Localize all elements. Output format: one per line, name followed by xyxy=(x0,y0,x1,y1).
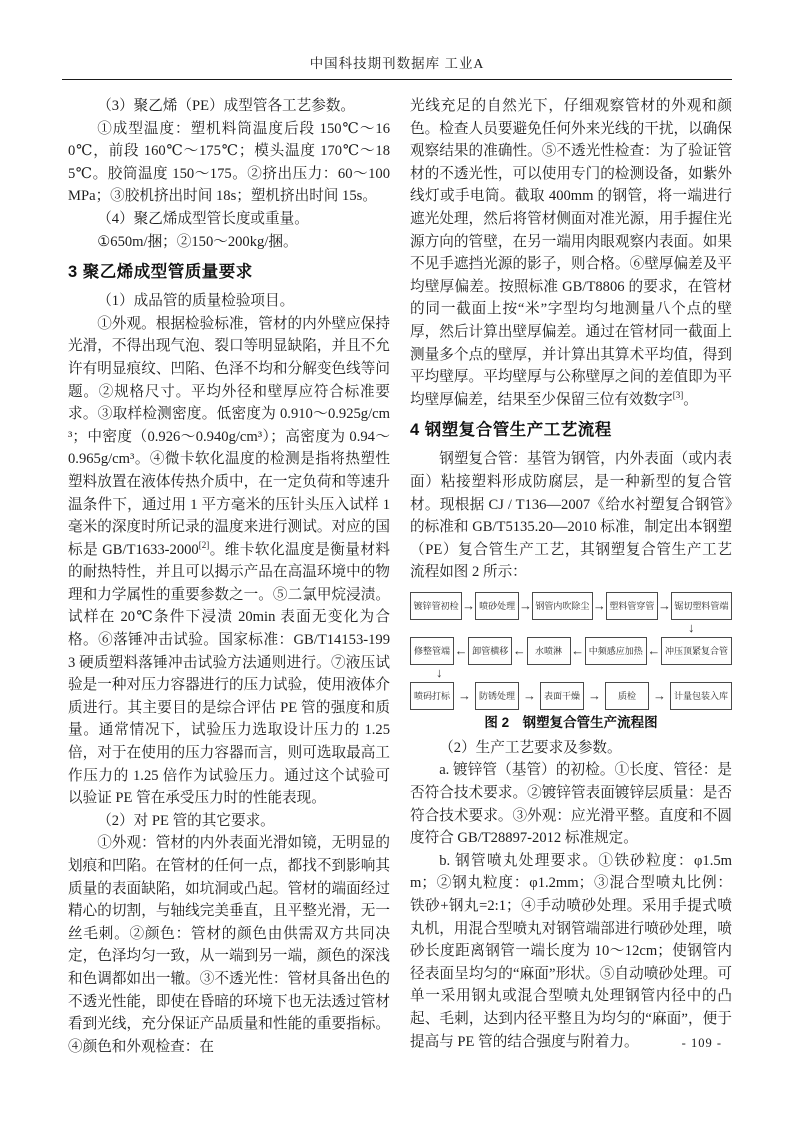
arrow-left-icon: ← xyxy=(571,643,585,659)
text-run: （4）聚乙烯成型管长度或重量。 xyxy=(97,210,309,227)
text-run: ①外观。根据检验标准，管材的内外壁应保持光滑，不得出现气泡、裂口等明显缺陷，并且不允许有明显痕纹、凹陷、色泽不均和分解变色线等问题。②规格尺寸。平均外径和壁厚应符合标准要求。③取样检测密度。低密度为 0.910～0.925g/cm³；中密度（0.926～0.940g/cm³）；高密度为 0.94～0.965g/cm³。④微卡软化温度的检测是指将热塑性塑料放置在液体传热介质中，在一定负荷和等速升温条件下，通过用 1 平方毫米的压针头压入试样 1 毫米的深度时所记录的温度来进行测试。对应的国标是 GB/T1633-2000 xyxy=(68,315,390,558)
paragraph xyxy=(410,95,732,411)
arrow-right-icon: → xyxy=(518,598,532,614)
flowchart-step: 表面干燥 xyxy=(540,682,584,710)
arrow-right-icon: → xyxy=(588,688,601,704)
flowchart-step: 塑料管穿管 xyxy=(606,592,658,620)
page-number: - 109 - xyxy=(681,1036,722,1050)
flowchart-step: 钢管内吹除尘 xyxy=(532,592,593,620)
flowchart-connector xyxy=(410,620,732,637)
paragraph xyxy=(68,208,390,231)
paragraph xyxy=(68,313,390,810)
flowchart-step: 喷砂处理 xyxy=(475,592,519,620)
flowchart-step: 冲压顶紧复合管 xyxy=(661,637,732,665)
page-content xyxy=(68,95,732,1058)
paragraph xyxy=(68,290,390,313)
right-column xyxy=(410,95,732,1058)
arrow-right-icon: → xyxy=(458,688,471,704)
text-run: 钢塑复合管：基管为钢管，内外表面（或内表面）粘接塑料形成防腐层，是一种新型的复合管材。现根据 CJ / T136—2007《给水衬塑复合钢管》的标准和 GB/T5135.20—2010 标准，制定出本钢塑（PE）复合管生产工艺，其钢塑复合管生产工艺流程如图 2 所示： xyxy=(410,451,732,581)
flowchart-connector xyxy=(410,665,732,682)
section-heading: 3 聚乙烯成型管质量要求 xyxy=(68,263,253,282)
paragraph xyxy=(68,118,390,208)
arrow-down-icon: ↓ xyxy=(688,619,695,635)
journal-title: 中国科技期刊数据库 工业A xyxy=(309,56,485,71)
flowchart-step: 喷码打标 xyxy=(410,682,454,710)
arrow-down-icon: ↓ xyxy=(436,664,443,680)
text-run: ①成型温度：塑机料筒温度后段 150℃～160℃，前段 160℃～175℃；模头温度 170℃～185℃。胶筒温度 150～175。②挤出压力：60～100MPa；③胶机挤出时间 18s；塑机挤出时间 15s。 xyxy=(68,120,390,205)
flowchart-row xyxy=(410,592,732,620)
arrow-right-icon: → xyxy=(657,598,671,614)
left-column xyxy=(68,95,390,1058)
arrow-left-icon: ← xyxy=(647,643,661,659)
paragraph xyxy=(68,832,390,1058)
figure-caption: 图 2 钢塑复合管生产流程图 xyxy=(484,714,658,730)
flowchart-step: 水喷淋 xyxy=(527,637,571,665)
text-run: ①外观：管材的内外表面光滑如镜，无明显的划痕和凹陷。在管材的任何一点，都找不到影响其质量的表面缺陷，如坑洞或凸起。管材的端面经过精心的切割，与轴线完美垂直，且平整光滑，无一丝毛刺。②颜色：管材的颜色由供需双方共同决定，色泽均匀一致，从一端到另一端，颜色的深浅和色调都如出一辙。③不透光性：管材具备出色的不透光性能，即使在昏暗的环境下也无法透过管材看到光线，充分保证产品质量和性能的重要指标。④颜色和外观检查：在 xyxy=(68,835,390,1055)
paragraph xyxy=(410,850,732,1053)
arrow-right-icon: → xyxy=(592,598,606,614)
section-heading: 4 钢塑复合管生产工艺流程 xyxy=(410,421,612,440)
flowchart-step: 卸管横移 xyxy=(468,637,512,665)
text-run: ①650m/捆；②150～200kg/捆。 xyxy=(97,233,298,250)
paragraph xyxy=(410,759,732,849)
text-run: （2）对 PE 管的其它要求。 xyxy=(97,812,275,829)
page-header xyxy=(62,52,732,80)
text-run: 光线充足的自然光下，仔细观察管材的外观和颜色。检查人员要避免任何外来光线的干扰，以确保观察结果的准确性。⑤不透光性检查：为了验证管材的不透光性，可以使用专门的检测设备，如紫外线灯或手电筒。截取 400mm 的钢管，将一端进行遮光处理，然后将管材侧面对准光源，用手握住光源方向的管壁，在另一端用肉眼观察内表面。如果不见手遮挡光源的影子，则合格。⑥壁厚偏差及平均壁厚偏差。按照标准 GB/T8806 的要求，在管材的同一截面上按“米”字型均匀地测量八个点的壁厚，然后计算出壁厚偏差。通过在管材同一截面上测量多个点的壁厚，并计算出其算术平均值，得到平均壁厚。平均壁厚与公称壁厚之间的差值即为平均壁厚偏差，结果至少保留三位有效数字 xyxy=(410,98,732,408)
text-run: （1）成品管的质量检验项目。 xyxy=(97,293,295,310)
citation-superscript: [3] xyxy=(672,389,684,400)
text-run: （3）聚乙烯（PE）成型管各工艺参数。 xyxy=(97,98,356,114)
paragraph xyxy=(410,448,732,584)
process-flowchart xyxy=(410,592,732,733)
paragraph xyxy=(410,737,732,760)
citation-superscript: [2] xyxy=(198,539,210,550)
flowchart-step: 防锈处理 xyxy=(475,682,519,710)
arrow-right-icon: → xyxy=(523,688,536,704)
flowchart-step: 质检 xyxy=(605,682,649,710)
arrow-right-icon: → xyxy=(462,598,476,614)
flowchart-step: 锯切塑料管端 xyxy=(671,592,732,620)
flowchart-step: 中频感应加热 xyxy=(585,637,647,665)
paragraph xyxy=(68,95,390,118)
flowchart-step: 计量包装入库 xyxy=(670,682,732,710)
flowchart-step: 修整管端 xyxy=(410,637,454,665)
text-run: b. 钢管喷丸处理要求。①铁砂粒度：φ1.5mm；②钢丸粒度：φ1.2mm；③混合型喷丸比例：铁砂+钢丸=2:1；④手动喷砂处理。采用手提式喷丸机，用混合型喷丸对钢管端部进行喷砂处理，喷砂长度距离钢管一端长度为 10～12cm；使钢管内径表面呈均匀的“麻面”形状。⑤自动喷砂处理。可单一采用钢丸或混合型喷丸处理钢管内径中的凸起、毛刺，达到内径平整且为均匀的“麻面”，便于提高与 PE 管的结合强度与附着力。 xyxy=(410,852,732,1050)
text-run: （2）生产工艺要求及参数。 xyxy=(439,739,622,756)
text-run: 。维卡软化温度是衡量材料的耐热特性，并且可以揭示产品在高温环境中的物理和力学属性的重要参数之一。⑤二氯甲烷浸渍。试样在 20℃条件下浸渍 20min 表面无变化为合格。⑥落锤冲击试验。国家标准：GB/T14153-1993 硬质塑料落锤冲击试验方法通则进行。⑦液压试验是一种对压力容器进行的压力试验，使用液体介质进行。其主要目的是综合评估 PE 管的强度和质量。通常情况下，试验压力选取设计压力的 1.25 倍，对于在使用的压力容器而言，则可选取最高工作压力的 1.25 倍作为试验压力。通过这个试验可以验证 PE 管在承受压力时的性能表现。 xyxy=(68,541,390,807)
paragraph xyxy=(68,231,390,254)
flowchart-row xyxy=(410,682,732,710)
arrow-left-icon: ← xyxy=(512,643,526,659)
paragraph xyxy=(68,810,390,833)
text-run: 。 xyxy=(683,391,698,408)
arrow-right-icon: → xyxy=(652,688,666,704)
flowchart-row xyxy=(410,637,732,665)
flowchart-step: 镀锌管初检 xyxy=(410,592,462,620)
text-run: a. 镀锌管（基管）的初检。①长度、管径：是否符合技术要求。②镀锌管表面镀锌层质量：是否符合技术要求。③外观：应光滑平整。直度和不圆度符合 GB/T28897-2012 标准规定。 xyxy=(410,762,732,847)
arrow-left-icon: ← xyxy=(454,643,468,659)
